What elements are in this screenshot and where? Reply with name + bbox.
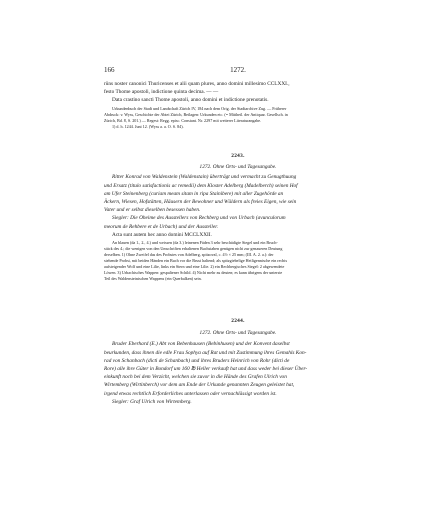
text-line: einkunft noch bei dem Verzicht, welchen sie zuvor in die Hände des Grafen Ulrich von — [104, 374, 287, 381]
text-line: meorum de Rehbere et de Urbach) und der Aussteller. — [104, 223, 219, 230]
text-line: festo Thome apostoli, indictione quinta decima. — — — [104, 89, 219, 96]
footnote-line: aufsteigender Wolf und eine Lilie, links ein Stern und eine Lilie. 2) ein Rechbergisches Siegel: 2 abgewendete — [104, 264, 285, 270]
footnote-line: Urkundenbuch der Stadt und Landschaft Zürich IV, 184 nach dem Orig. der Stadtarchive Zug. — Früherer — [112, 105, 287, 111]
footnote-line: Löwen. 3) Urbachisches Wappen: gespaltener Schild. 4) Nicht mehr zu deuten; es kann übrigens der unterste — [104, 270, 283, 276]
document-heading: 1272. Ohne Orts- und Tagesangabe. — [199, 164, 277, 171]
text-line: Data crastino sancti Thome apostoli, anno domini et indictione prenotatis. — [112, 97, 269, 104]
text-line: und Ersatz (titulo satisfactionis ac remedii) dem Kloster Adelberg (Madelberch) seinen Hof — [104, 182, 298, 189]
footnote-line: stehende Probst, mit beiden Händen ein Buch vor die Brust haltend; als spitzgiebelige Heiligennische ein rechts — [104, 258, 288, 264]
page-number: 166 — [104, 66, 115, 74]
text-line: Ritter Konrad von Waldenstein (Waldenstain) überträgt und vermacht zu Genugthuung — [112, 174, 297, 181]
document-2243 — [104, 152, 372, 282]
document-number: 2244. — [231, 318, 245, 324]
text-line: Bruder Eberhard (E.) Abt von Bebenhausen (Bebinhusen) und der Konvent daselbst — [112, 341, 290, 348]
text-line: am Ufer Steinenberg (curiam meam sitam in ripa Stainibere) mit aller Zugehörde an — [104, 190, 284, 197]
document-2244 — [104, 317, 372, 406]
footnote-line: Zürich, Bd. 8, S. 201.) — Regest: Regg. episc. Constant. Nr. 2297 mit weiterer Literaturangabe. — [104, 117, 262, 123]
footnote-line: 1) d. h. 1244. Juni 12. (Wyss a. a. O. S. 84). — [112, 123, 184, 129]
text-line: Vater und er selbst dieselben besessen haben. — [104, 207, 201, 214]
header-year: 1272. — [230, 66, 246, 74]
text-line: Siegler: Graf Ulrich von Wirtemberg. — [112, 398, 192, 405]
text-line: beurkunden, dass ihnen die edle Frau Sophya auf Rat und mit Zustimmung ihres Gemahls Kon- — [104, 349, 307, 356]
document-heading: 1272. Ohne Orts- und Tagesangabe. — [199, 330, 277, 337]
text-line: rüns noster canonici Thuricenses et alii quam plures, anno domini millesimo CCLXXI., — [104, 81, 290, 87]
text-line: Acta sunt autem hec anno domini MCCLXXII. — [112, 231, 212, 238]
footnote-line: Teil des Waldensteinischen Wappens (ein Querbalken) sein. — [104, 276, 202, 282]
footnote-line: stück des 4.; die wenigen von den Umschriften erhaltenen Buchstaben genügen nicht zur genaueren Deutung — [104, 246, 283, 252]
text-line: Wirtemberg (Wirtinberch) vor dem am Ende der Urkunde genannten Zeugen geleistet hat, — [104, 382, 295, 389]
text-line: Äckern, Wiesen, Hofstätten, Häusern der Bewohner und Wäldern als freies Eigen, wie sein — [104, 199, 297, 206]
text-line: Rore) alle ihre Güter in Bondorf um 160 ℔ Heller verkauft hat und dass weder bei dieser Über- — [104, 366, 308, 373]
document-number: 2243. — [231, 153, 245, 159]
previous-document-tail — [104, 80, 372, 130]
footnote-line: Abdruck: v. Wyss, Geschichte der Abtei Zürich, Beilagen: Urkunden etc. (= Mittheil. der Antiquar. Gesellsch. in — [104, 111, 288, 117]
text-line: Siegler: Die Oheime des Ausstellers von Rechberg und von Urbach (avunculorum — [112, 215, 286, 222]
text-line: irgend etwas rechtlich Erforderliches unterlassen oder vernachlässigt worden ist. — [104, 390, 277, 397]
footnote-line: derselben. 1) Ohne Zweifel das des Probstes von Adelberg, spitzoval, c. 4½ × 25 mm; (III. A. 2. a.): der — [104, 252, 274, 258]
page-header — [104, 66, 372, 78]
text-line: rad von Schanbach (dicti de Schanbach) und ihres Bruders Heinrich von Rohr (dicti de — [104, 357, 290, 364]
footnote-line: An blauen (da 1., 2., 4.) und weissen (da 3.) leinenen Fäden 3 sehr beschädigte Siegel und ein Bruch- — [112, 240, 278, 246]
